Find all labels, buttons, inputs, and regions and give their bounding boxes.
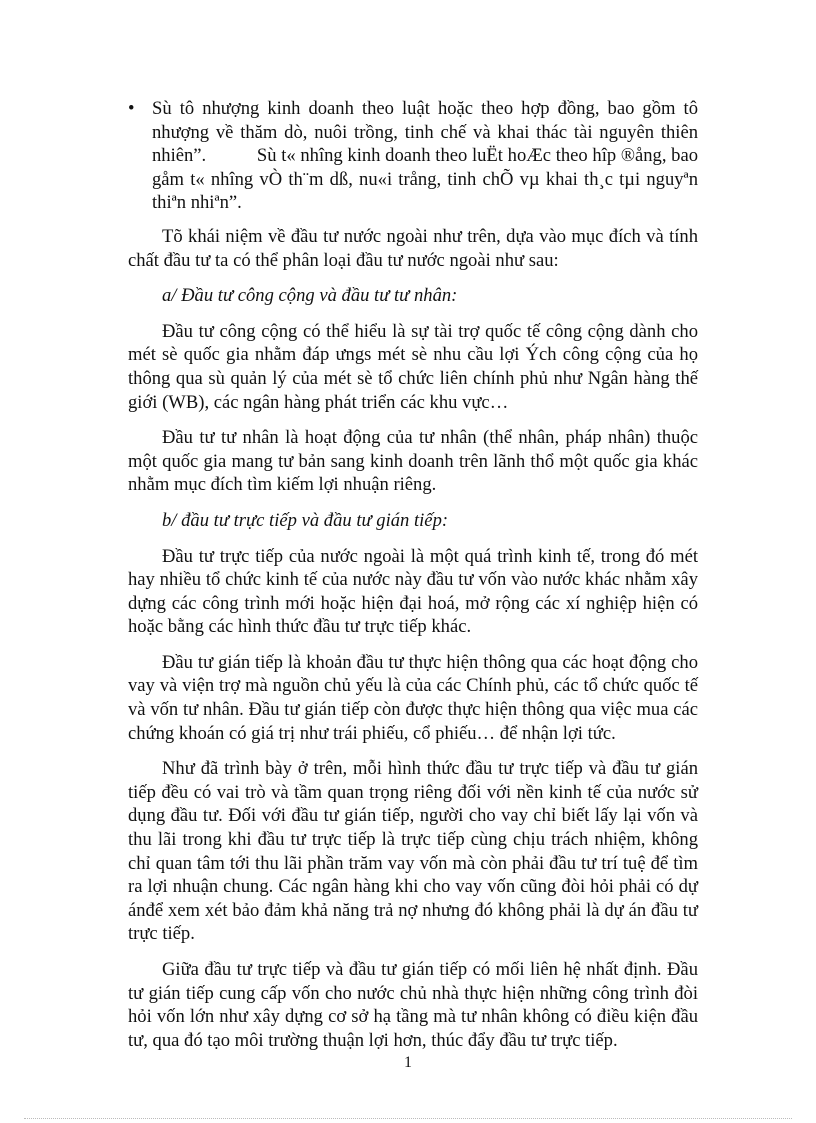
paragraph: Đầu tư công cộng có thể hiểu là sự tài trợ quốc tế công cộng dành cho mét sè quốc gia nhằm đáp ưngs mét sè nhu cầu lợi Ých công cộng của họ thông qua sù quản lý của mét sè tổ chức liên chính phủ như Ngân hàng thế giới (WB), các ngân hàng phát triển các khu vực… xyxy=(128,320,698,413)
paragraph: Đầu tư trực tiếp của nước ngoài là một quá trình kinh tế, trong đó mét hay nhiều tổ chức kinh tế của nước này đầu tư vốn vào nước khác nhằm xây dựng các công trình mới hoặc hiện đại hoá, mở rộng các xí nghiệp hiện có hoặc bằng các hình thức đầu tư trực tiếp khác. xyxy=(128,545,698,638)
paragraph: Tõ khái niệm về đầu tư nước ngoài như trên, dựa vào mục đích và tính chất đầu tư ta có thể phân loại đầu tư nước ngoài như sau: xyxy=(128,225,698,271)
document-body xyxy=(128,97,698,1064)
paragraph: Như đã trình bày ở trên, mỗi hình thức đầu tư trực tiếp và đầu tư gián tiếp đều có vai trò và tầm quan trọng riêng đối với nền kinh tế của nước sử dụng đầu tư. Đối với đầu tư gián tiếp, người cho vay chỉ biết lấy lại vốn và thu lãi trong khi đầu tư trực tiếp là trực tiếp cùng chịu trách nhiệm, không chỉ quan tâm tới thu lãi phần trăm vay vốn mà còn phải đầu tư trí tuệ để tìm ra lợi nhuận chung. Các ngân hàng khi cho vay vốn cũng đòi hỏi phải có dự ánđể xem xét bảo đảm khả năng trả nợ nhưng đó không phải là dự án đầu tư trực tiếp. xyxy=(128,758,698,945)
section-heading: b/ đầu tư trực tiếp và đầu tư gián tiếp: xyxy=(162,509,449,531)
paragraph: Đầu tư tư nhân là hoạt động của tư nhân (thể nhân, pháp nhân) thuộc một quốc gia mang tư bản sang kinh doanh trên lãnh thổ một quốc gia khác nhằm mục đích tìm kiếm lợi nhuận riêng. xyxy=(128,427,698,496)
bullet-item xyxy=(128,97,698,215)
section-heading: a/ Đầu tư công cộng và đầu tư tư nhân: xyxy=(162,285,458,307)
paragraph: Giữa đầu tư trực tiếp và đầu tư gián tiếp có mối liên hệ nhất định. Đầu tư gián tiếp cung cấp vốn cho nước chủ nhà thực hiện những công trình đòi hỏi vốn lớn như xây dựng cơ sở hạ tầng mà tư nhân không có điều kiện đầu tư, qua đó tạo môi trường thuận lợi hơn, thúc đẩy đầu tư trực tiếp. xyxy=(128,959,698,1051)
bullet-text-legacy-encoding: Sù t« nhîng kinh doanh theo luËt hoÆc theo hîp ®ång, bao gåm t« nhîng vÒ th¨m dß, nu«i trång, tinh chÕ vµ khai th¸c tµi nguyªn thiªn nhiªn”. xyxy=(152,145,698,214)
bullet-icon: • xyxy=(128,98,135,119)
bullet-text xyxy=(128,97,698,215)
bullet-text-unicode: Sù tô nhượng kinh doanh theo luật hoặc theo hợp đồng, bao gồm tô nhượng về thăm dò, nuôi trồng, tinh chế và khai thác tài nguyên thiên nhiên”. xyxy=(152,98,698,167)
page-bottom-rule xyxy=(24,1118,792,1119)
paragraph: Đầu tư gián tiếp là khoản đầu tư thực hiện thông qua các hoạt động cho vay và viện trợ mà nguồn chủ yếu là của các Chính phủ, các tổ chức quốc tế và vốn tư nhân. Đầu tư gián tiếp còn được thực hiện thông qua việc mua các chứng khoán có giá trị như trái phiếu, cổ phiếu… để nhận lợi tức. xyxy=(128,651,698,744)
page-number: 1 xyxy=(404,1054,412,1071)
